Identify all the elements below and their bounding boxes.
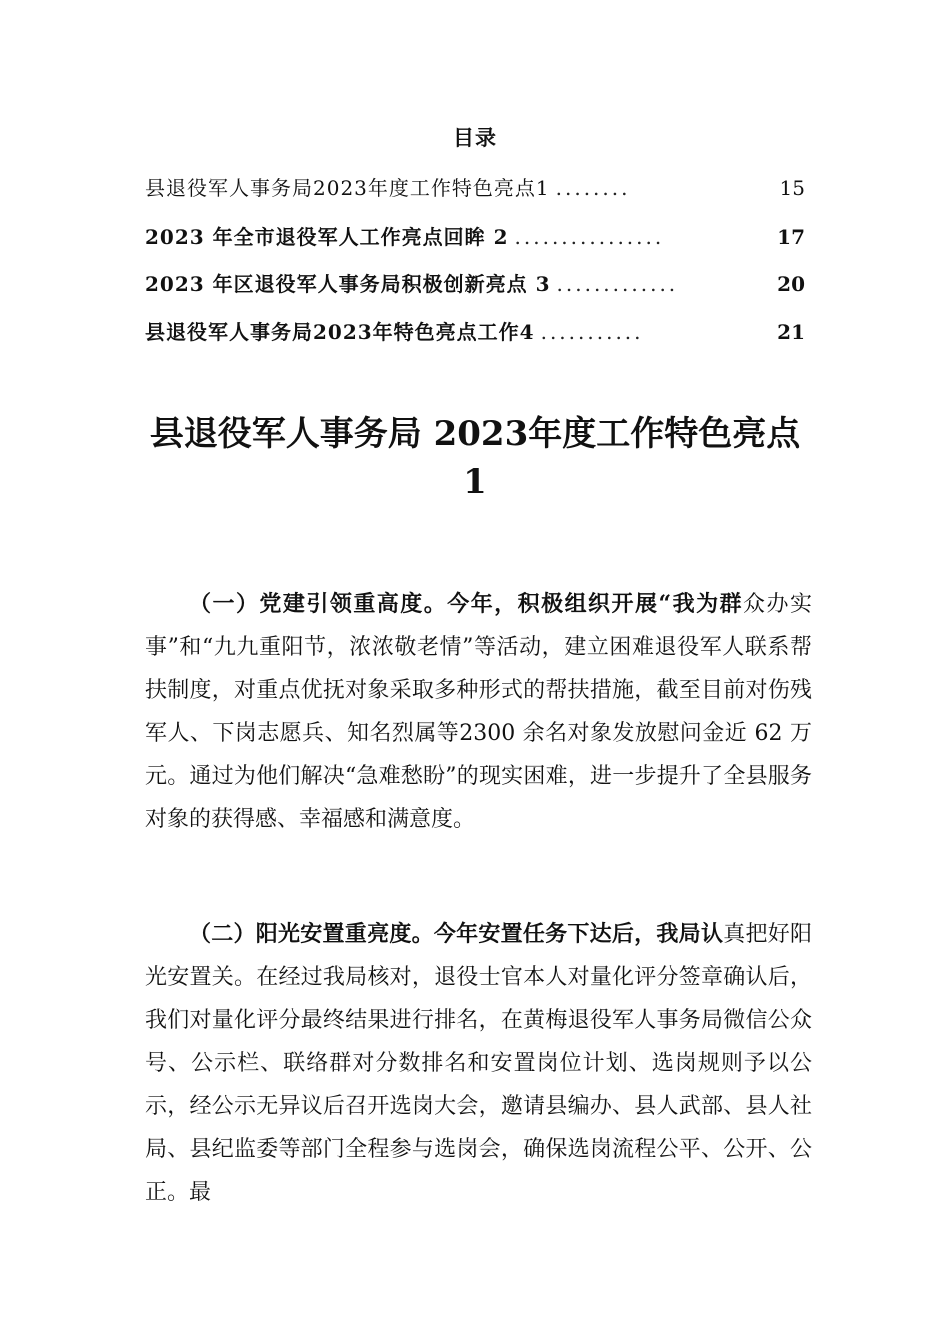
toc-leader-dots: ...........: [540, 320, 644, 344]
toc-entry-title: 县退役军人事务局2023年度工作特色亮点1: [145, 176, 550, 200]
toc-page-number: 20: [777, 272, 805, 296]
toc-page-number: 21: [777, 320, 805, 344]
section-heading: （二）阳光安置重亮度。今年安置任务下达后，我局认: [189, 921, 724, 947]
toc-title: 目录: [453, 125, 497, 150]
toc-entry[interactable]: [145, 172, 805, 206]
toc-leader-dots: ................: [514, 225, 665, 249]
section-body: 众办实事”和“九九重阳节，浓浓敬老情”等活动，建立困难退役军人联系帮扶制度，对重点优抚对象采取多种形式的帮扶措施，截至目前对伤残军人、下岗志愿兵、知名烈属等2300 余名对象发放慰问金近 62 万元。通过为他们解决“急难愁盼”的现实困难，进一步提升了全县服务对象的获得感、幸福感和满意度。: [145, 592, 812, 832]
document-title: [110, 410, 840, 506]
toc-leader-dots: .............: [556, 272, 679, 296]
toc-entry[interactable]: [145, 221, 805, 255]
toc-page-number: 15: [779, 176, 805, 200]
section-paragraph: [145, 913, 812, 1214]
section-heading: （一）党建引领重高度。今年，积极组织开展“我为群: [189, 591, 744, 617]
toc-entry-title: 县退役军人事务局2023年特色亮点工作4: [145, 320, 535, 344]
section-paragraph: [145, 583, 812, 841]
toc-entry-title: 2023 年区退役军人事务局积极创新亮点 3: [145, 272, 551, 296]
toc-entry-title: 2023 年全市退役军人工作亮点回眸 2: [145, 225, 509, 249]
document-title-line: 县退役军人事务局 2023年度工作特色亮点: [149, 414, 801, 454]
section-body: 真把好阳光安置关。在经过我局核对，退役士官本人对量化评分签章确认后，我们对量化评分最终结果进行排名，在黄梅退役军人事务局微信公众号、公示栏、联络群对分数排名和安置岗位计划、选岗规则予以公示，经公示无异议后召开选岗大会，邀请县编办、县人武部、县人社局、县纪监委等部门全程参与选岗会，确保选岗流程公平、公开、公正。最: [145, 922, 812, 1205]
toc-page-number: 17: [777, 225, 805, 249]
toc-entry[interactable]: [145, 316, 805, 350]
document-title-line: 1: [463, 462, 487, 502]
toc-entry[interactable]: [145, 268, 805, 302]
toc-leader-dots: ........: [555, 176, 631, 200]
